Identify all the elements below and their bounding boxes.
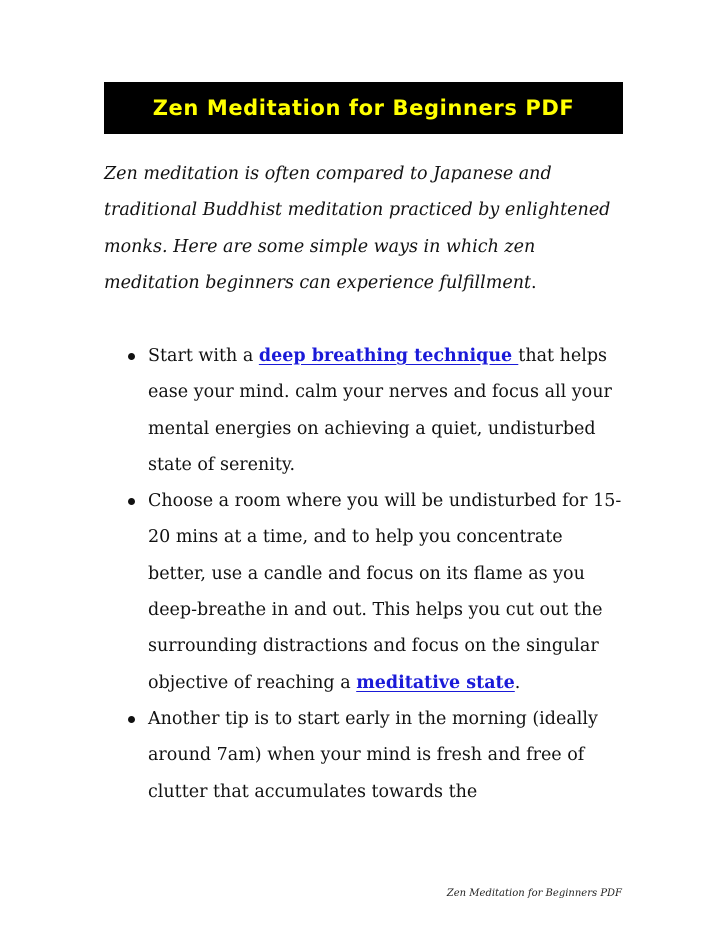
tip-text-before: Start with a [148,346,259,366]
page-title: Zen Meditation for Beginners PDF [152,96,575,120]
bullet-icon [128,716,135,723]
bullet-icon [128,498,135,505]
tips-list [104,338,624,810]
deep-breathing-link[interactable]: deep breathing technique [258,346,519,366]
tip-text-after: that helps ease your mind. calm your nerves and focus all your mental energies on achieving a quiet, undisturbed state of serenity. [148,346,612,475]
page-footer: Zen Meditation for Beginners PDF [446,888,622,899]
tip-text-after: . [514,672,521,693]
title-banner [104,82,623,134]
list-item [104,483,624,701]
tip-text-before: Choose a room where you will be undisturbed for 15-20 mins at a time, and to help you concentrate better, use a candle and focus on its flame as you deep-breathe in and out. This helps you cut out the surrounding distractions and focus on the singular objective of reaching a [148,491,622,693]
intro-text: Zen meditation is often compared to Japanese and traditional Buddhist meditation practiced by enlightened monks. Here are some simple ways in which zen meditation beginners can experience fulfillment [104,164,611,293]
intro-paragraph [104,156,624,301]
list-item [104,338,624,483]
intro-period: . [531,272,537,293]
meditative-state-link[interactable]: meditative state [356,672,515,693]
bullet-icon [128,353,135,360]
tip-text: Another tip is to start early in the morning (ideally around 7am) when your mind is fresh and free of clutter that accumulates towards the [148,708,598,802]
list-item [104,701,624,810]
